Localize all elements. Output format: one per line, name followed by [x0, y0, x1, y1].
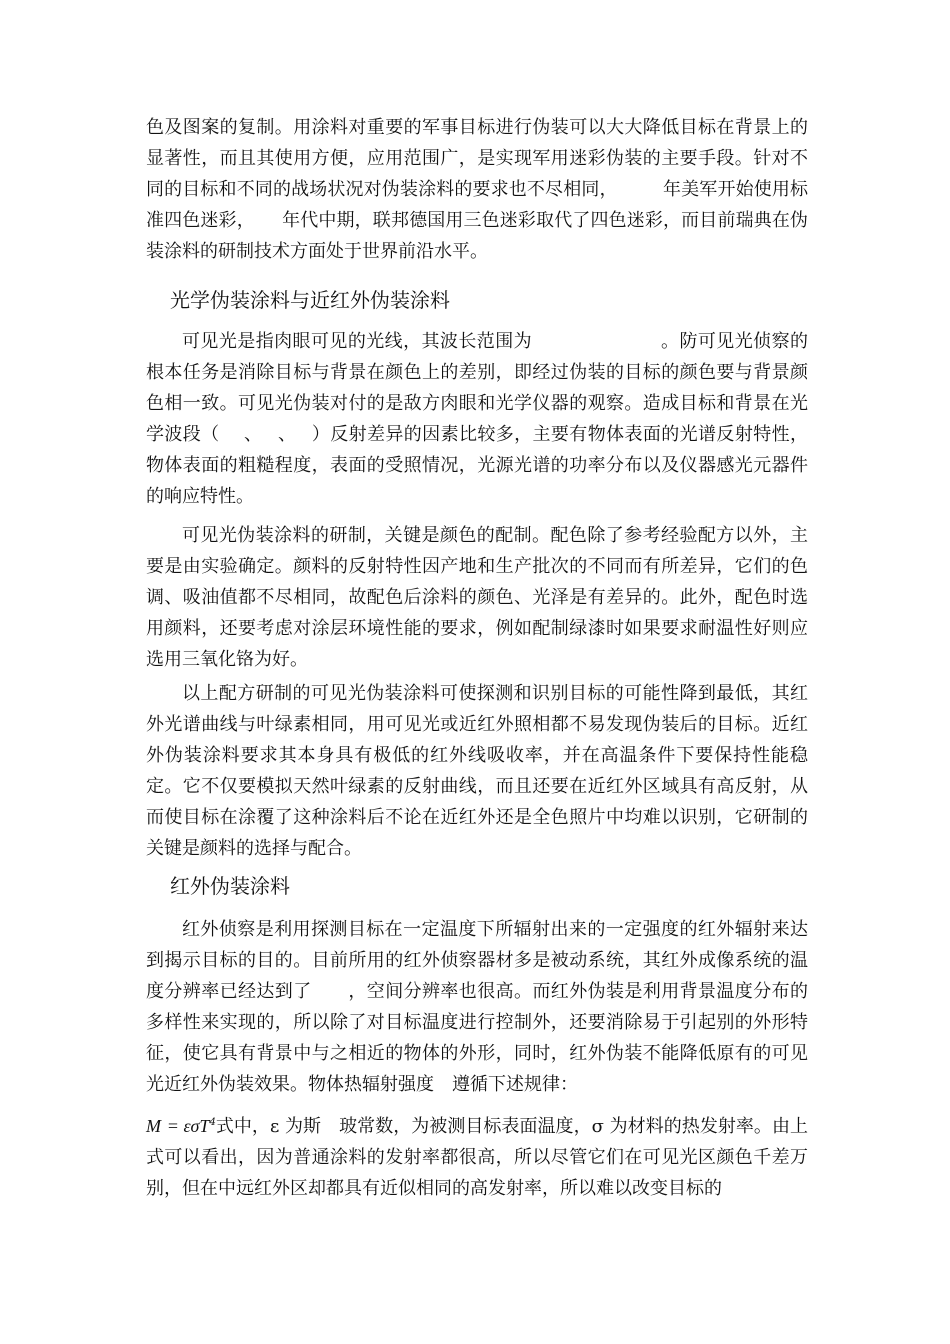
radiation-law-text: 式中，ε 为斯 玻常数，为被测目标表面温度，σ 为材料的热发射率。由上式可以看出，因为普通涂料的发射率都很高，所以尽管它们在可见光区颜色千差万别，但在中远红外区却都具有近似相同的高发射率，所以难以改变目标的 — [146, 1116, 808, 1199]
paragraph-radiation-law — [146, 1107, 808, 1204]
paragraph-infrared-recon: 红外侦察是利用探测目标在一定温度下所辐射出来的一定强度的红外辐射来达到揭示目标的目的。目前所用的红外侦察器材多是被动系统，其红外成像系统的温度分辨率已经达到了 ，空间分辨率也很高。而红外伪装是利用背景温度分布的多样性来实现的，所以除了对目标温度进行控制外，还要消除易于引起别的外形特征，使它具有背景中与之相近的物体的外形，同时，红外伪装不能降低原有的可见光近红外伪装效果。物体热辐射强度 遵循下述规律： — [146, 919, 808, 1095]
formula-rhs: = εσT — [166, 1116, 210, 1136]
paragraph-color-matching: 可见光伪装涂料的研制，关键是颜色的配制。配色除了参考经验配方以外，主要是由实验确定。颜料的反射特性因产地和生产批次的不同而有所差异，它们的色调、吸油值都不尽相同，故配色后涂料的颜色、光泽是有差异的。此外，配色时选用颜料，还要考虑对涂层环境性能的要求，例如配制绿漆时如果要求耐温性好则应选用三氧化铬为好。 — [146, 525, 808, 670]
heading-optical-nir-coating: 光学伪装涂料与近红外伪装涂料 — [170, 288, 450, 312]
paragraph-nir-coating: 以上配方研制的可见光伪装涂料可使探测和识别目标的可能性降到最低，其红外光谱曲线与叶绿素相同，用可见光或近红外照相都不易发现伪装后的目标。近红外伪装涂料要求其本身具有极低的红外线吸收率，并在高温条件下要保持性能稳定。它不仅要模拟天然叶绿素的反射曲线，而且还要在近红外区域具有高反射，从而使目标在涂覆了这种涂料后不论在近红外还是全色照片中均难以识别，它研制的关键是颜料的选择与配合。 — [146, 683, 808, 859]
paragraph-visible-light: 可见光是指肉眼可见的光线，其波长范围为 。防可见光侦察的根本任务是消除目标与背景在颜色上的差别，即经过伪装的目标的颜色要与背景颜色相一致。可见光伪装对付的是敌方肉眼和光学仪器的观察。造成目标和背景在光学波段（ 、 、 ）反射差异的因素比较多，主要有物体表面的光谱反射特性，物体表面的粗糙程度，表面的受照情况，光源光谱的功率分布以及仪器感光元器件的响应特性。 — [146, 331, 808, 507]
paragraph-camouflage-intro: 色及图案的复制。用涂料对重要的军事目标进行伪装可以大大降低目标在背景上的显著性，而且其使用方便，应用范围广，是实现军用迷彩伪装的主要手段。针对不同的目标和不同的战场状况对伪装涂料的要求也不尽相同， 年美军开始使用标准四色迷彩， 年代中期，联邦德国用三色迷彩取代了四色迷彩，而目前瑞典在伪装涂料的研制技术方面处于世界前沿水平。 — [146, 117, 808, 262]
formula-lhs: M — [146, 1116, 161, 1136]
formula-exponent: 4 — [209, 1117, 216, 1128]
heading-infrared-coating: 红外伪装涂料 — [170, 874, 290, 898]
